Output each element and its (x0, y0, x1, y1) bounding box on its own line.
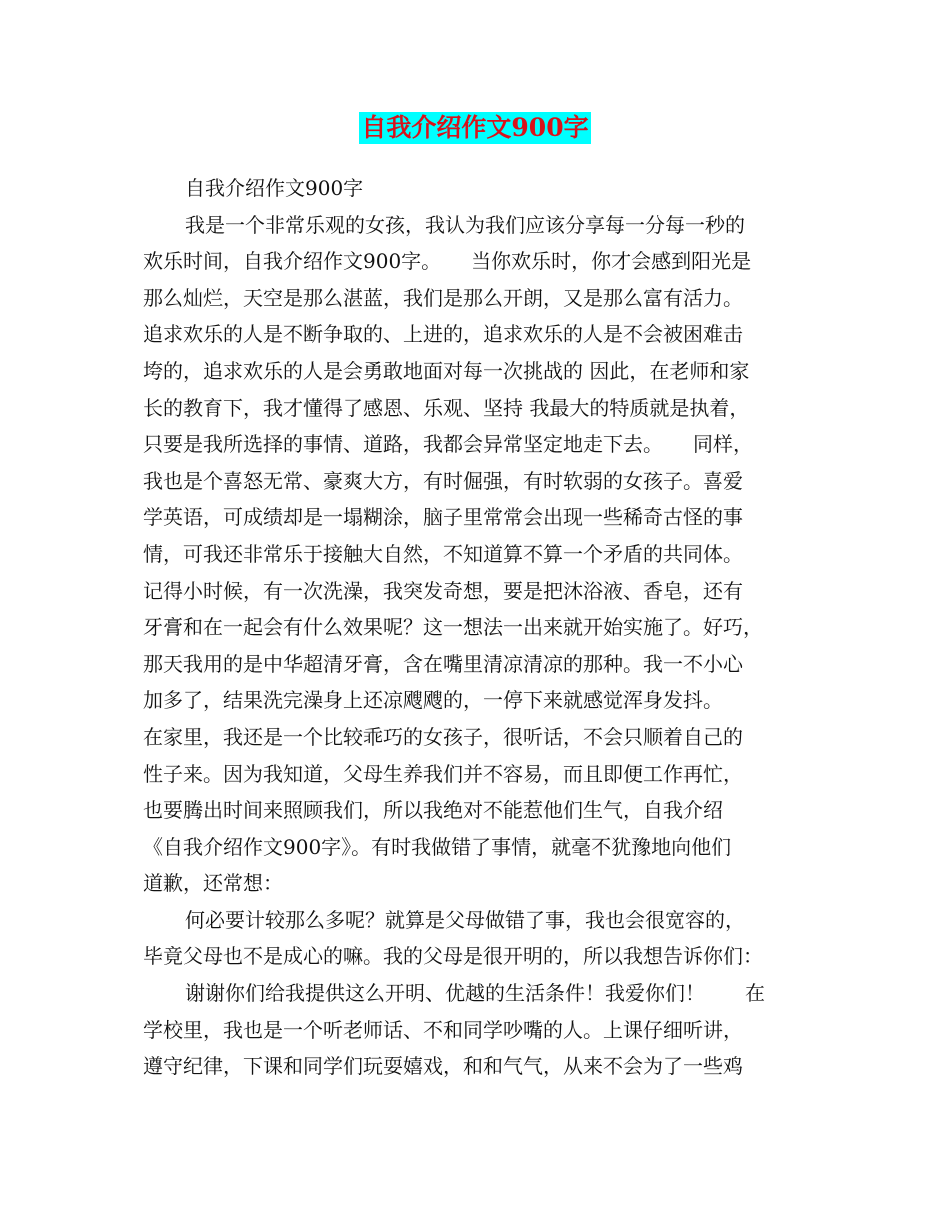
paragraph-line: 牙膏和在一起会有什么效果呢？这一想法一出来就开始实施了。好巧， (143, 615, 763, 640)
paragraph-line: 在家里，我还是一个比较乖巧的女孩子，很听话，不会只顺着自己的 (143, 724, 743, 749)
paragraph-line: 长的教育下，我才懂得了感恩、乐观、坚持 我最大的特质就是执着， (143, 395, 750, 420)
paragraph-line: 那么灿烂，天空是那么湛蓝，我们是那么开朗，又是那么富有活力。 (143, 285, 743, 310)
paragraph-line: 道歉，还常想： (143, 871, 283, 896)
title-container (0, 112, 950, 144)
paragraph-line: 欢乐时间，自我介绍作文900字。 当你欢乐时，你才会感到阳光是 (143, 249, 752, 274)
paragraph-line: 性子来。因为我知道，父母生养我们并不容易，而且即便工作再忙， (143, 761, 743, 786)
paragraph-line: 学校里，我也是一个听老师话、不和同学吵嘴的人。上课仔细听讲， (143, 1017, 743, 1042)
paragraph-line: 加多了，结果洗完澡身上还凉飕飕的，一停下来就感觉浑身发抖。 (143, 688, 723, 713)
paragraph-line: 学英语，可成绩却是一塌糊涂，脑子里常常会出现一些稀奇古怪的事 (143, 505, 743, 530)
paragraph-line: 记得小时候，有一次洗澡，我突发奇想，要是把沐浴液、香皂，还有 (143, 578, 743, 603)
paragraph-line: 只要是我所选择的事情、道路，我都会异常坚定地走下去。 同样， (143, 432, 753, 457)
paragraph-line: 追求欢乐的人是不断争取的、上进的，追求欢乐的人是不会被困难击 (143, 322, 743, 347)
paragraph-line: 遵守纪律，下课和同学们玩耍嬉戏，和和气气，从来不会为了一些鸡 (143, 1054, 743, 1079)
paragraph-line: 毕竟父母也不是成心的嘛。我的父母是很开明的，所以我想告诉你们： (143, 944, 763, 969)
document-body (143, 170, 808, 1085)
paragraph-line: 我也是个喜怒无常、豪爽大方，有时倔强，有时软弱的女孩子。喜爱 (143, 468, 743, 493)
paragraph-line: 情，可我还非常乐于接触大自然，不知道算不算一个矛盾的共同体。 (143, 541, 743, 566)
paragraph-line: 我是一个非常乐观的女孩，我认为我们应该分享每一分每一秒的 (185, 212, 745, 237)
paragraph-line: 何必要计较那么多呢？就算是父母做错了事，我也会很宽容的， (185, 907, 745, 932)
document-title: 自我介绍作文900字 (361, 113, 589, 142)
paragraph-line: 《自我介绍作文900字》。有时我做错了事情，就毫不犹豫地向他们 (143, 834, 732, 859)
paragraph-line: 谢谢你们给我提供这么开明、优越的生活条件！我爱你们！ 在 (185, 981, 765, 1006)
paragraph-line: 也要腾出时间来照顾我们，所以我绝对不能惹他们生气，自我介绍 (143, 798, 723, 823)
paragraph-line: 那天我用的是中华超清牙膏，含在嘴里清凉清凉的那种。我一不小心 (143, 651, 743, 676)
paragraph-line: 自我介绍作文900字 (185, 176, 364, 200)
paragraph-line: 垮的，追求欢乐的人是会勇敢地面对每一次挑战的 因此，在老师和家 (143, 358, 750, 383)
